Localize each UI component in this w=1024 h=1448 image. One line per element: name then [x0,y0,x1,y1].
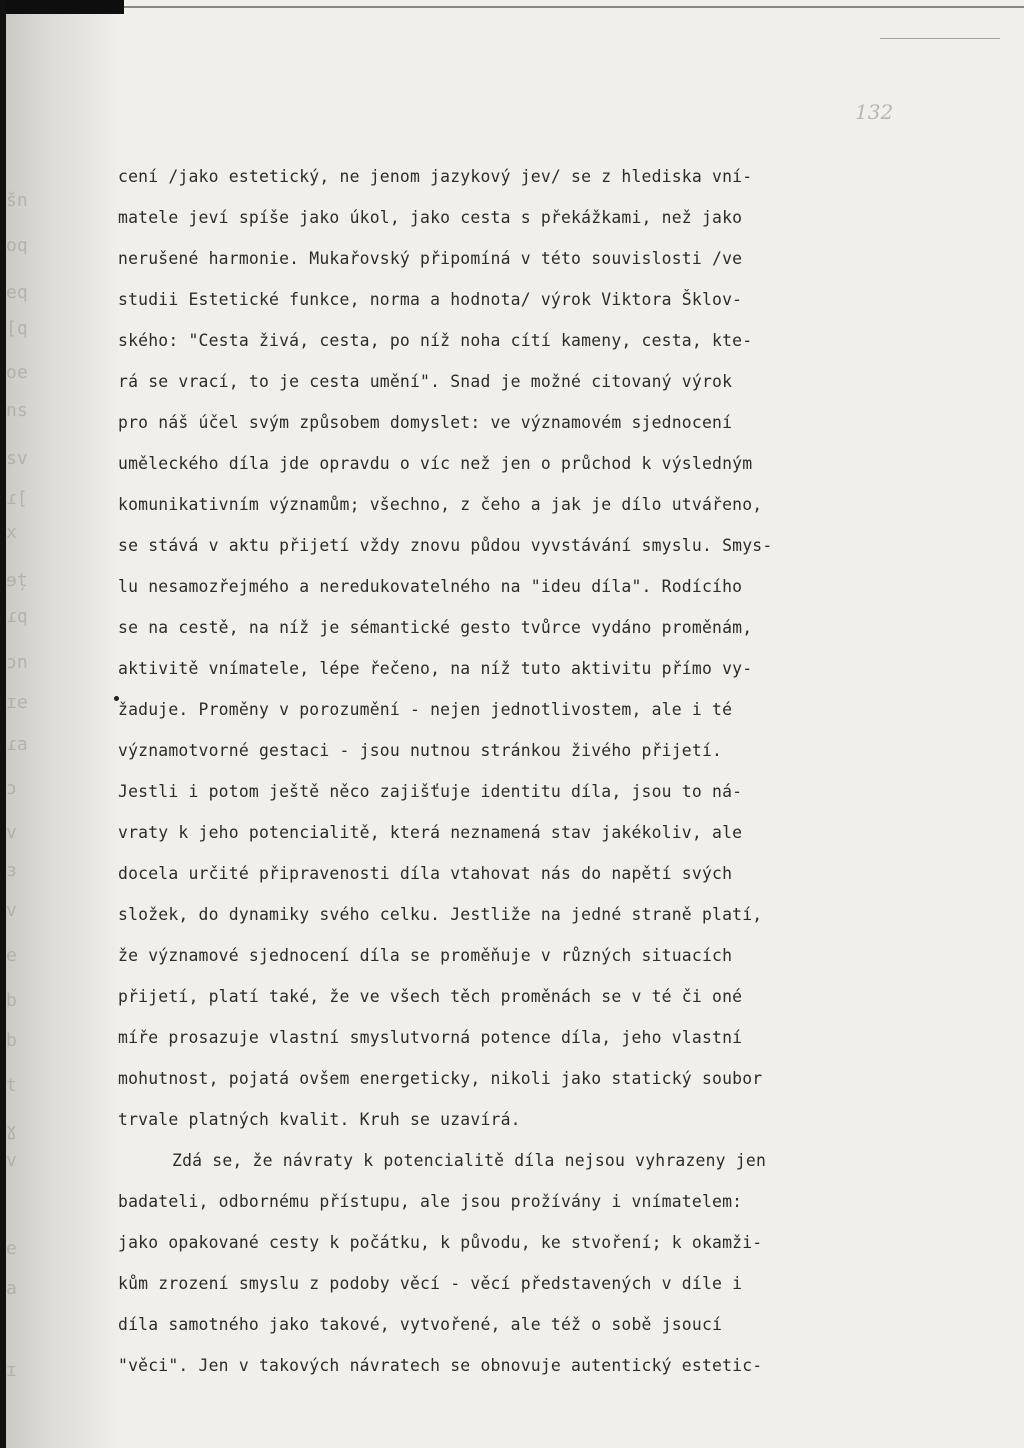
text-line: cení /jako estetický, ne jenom jazykový jev/ se z hlediska vní- [118,167,753,186]
margin-fragment: b [6,1030,17,1051]
text-line: uměleckého díla jde opravdu o víc než jen o průchod k výsledným [118,454,753,473]
margin-fragment: ɔn [6,652,28,673]
text-line: jako opakované cesty k počátku, k původu, ke stvoření; k okamži- [118,1233,763,1252]
margin-fragment: b [6,990,17,1011]
text-line: lu nesamozřejmého a neredukovatelného na "ideu díla". Rodícího [118,577,743,596]
margin-fragment: v [6,822,17,843]
text-line: nerušené harmonie. Mukařovský připomíná v této souvislosti /ve [118,249,743,268]
text-line: "věci". Jen v takových návratech se obnovuje autentický estetic- [118,1356,763,1375]
text-line: kům zrození smyslu z podoby věcí - věcí představených v díle i [118,1274,743,1293]
text-line: komunikativním významům; všechno, z čeho a jak je dílo utvářeno, [118,495,763,514]
scan-top-line [124,6,1024,8]
text-line: Zdá se, že návraty k potencialitě díla nejsou vyhrazeny jen [172,1151,767,1170]
typed-text-body [118,156,938,1386]
text-line: Jestli i potom ještě něco zajišťuje identitu díla, jsou to ná- [118,782,743,801]
margin-fragment: ɾq [6,606,28,627]
margin-fragment: e [6,945,17,966]
margin-fragment: x [6,522,17,543]
text-line: ského: "Cesta živá, cesta, po níž noha cítí kameny, cesta, kte- [118,331,753,350]
text-line: se na cestě, na níž je sémantické gesto tvůrce vydáno proměnám, [118,618,753,637]
margin-fragment: e [6,1238,17,1259]
margin-fragment: ɔ [6,778,17,799]
text-line: trvale platných kvalit. Kruh se uzavírá. [118,1110,521,1129]
text-line: složek, do dynamiky svého celku. Jestliže na jedné straně platí, [118,905,763,924]
page-number: 132 [855,100,894,124]
text-line: významotvorné gestaci - jsou nutnou stránkou živého přijetí. [118,741,723,760]
margin-fragment: a [6,1278,17,1299]
scan-top-line-right [880,38,1000,39]
margin-fragment: ns [6,400,28,421]
text-line: pro náš účel svým způsobem domyslet: ve významovém sjednocení [118,413,733,432]
margin-fragment: eq [6,282,28,303]
margin-fragment: ɾ[ [6,488,28,509]
margin-fragment: ɾa [6,734,28,755]
text-line: badateli, odbornému přístupu, ale jsou prožívány i vnímatelem: [118,1192,743,1211]
margin-fragment: t [6,1075,17,1096]
text-line: díla samotného jako takové, vytvořené, ale též o sobě jsoucí [118,1315,723,1334]
text-line: studii Estetické funkce, norma a hodnota/ výrok Viktora Šklov- [118,290,743,309]
text-line: vraty k jeho potencialitě, která neznamená stav jakékoliv, ale [118,823,743,842]
text-line: mohutnost, pojatá ovšem energeticky, nikoli jako statický soubor [118,1069,763,1088]
margin-fragment: ɣ [6,1120,17,1141]
margin-fragment: v [6,1150,17,1171]
text-line: míře prosazuje vlastní smyslutvorná potence díla, jeho vlastní [118,1028,743,1047]
text-line: aktivitě vnímatele, lépe řečeno, na níž tuto aktivitu přímo vy- [118,659,753,678]
margin-fragment: oq [6,235,28,256]
text-line: žaduje. Proměny v porozumění - nejen jednotlivostem, ale i té [118,700,733,719]
text-line: se stává v aktu přijetí vždy znovu půdou vyvstávání smyslu. Smys- [118,536,773,555]
text-line: že významové sjednocení díla se proměňuje v různých situacích [118,946,733,965]
margin-fragment: ɪe [6,692,28,713]
margin-fragment: ɘț [6,570,28,591]
margin-fragment: šn [6,190,28,211]
text-line: přijetí, platí také, že ve všech těch proměnách se v té či oné [118,987,743,1006]
margin-fragment: [q [6,318,28,339]
text-line: matele jeví spíše jako úkol, jako cesta s překážkami, než jako [118,208,743,227]
scan-edge-dark [0,0,124,14]
margin-fragment: sv [6,448,28,469]
margin-fragment: oe [6,362,28,383]
margin-fragment: v [6,900,17,921]
margin-fragment: ɜ [6,860,17,881]
text-line: docela určité připravenosti díla vtahovat nás do napětí svých [118,864,733,883]
margin-fragment: ɪ [6,1360,17,1381]
text-line: rá se vrací, to je cesta umění". Snad je možné citovaný výrok [118,372,733,391]
